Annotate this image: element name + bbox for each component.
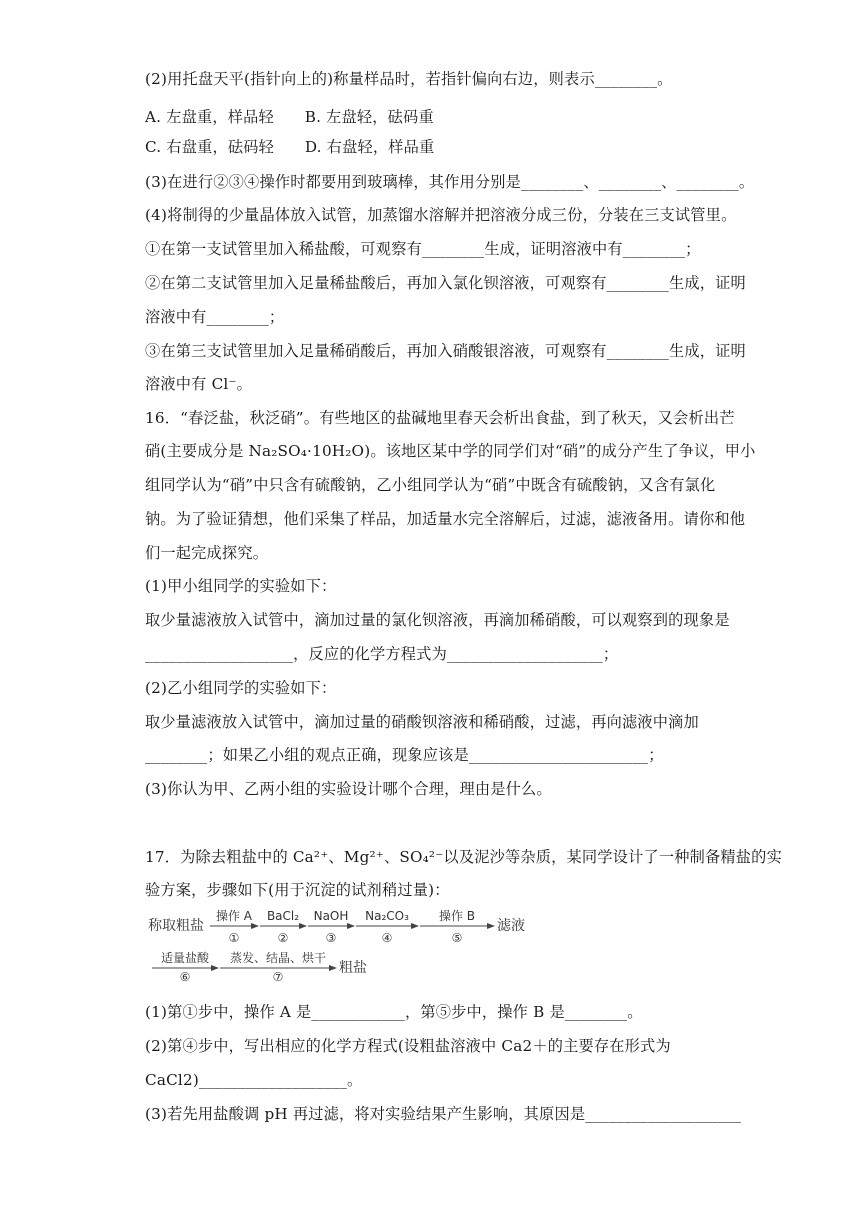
text-line: 硝(主要成分是 Na₂SO₄·10H₂O)。该地区某中学的同学们对“硝”的成分产生了争议，甲小 [145,442,756,460]
question-16-line: 16．“春泛盐，秋泛硝”。有些地区的盐碱地里春天会析出食盐，到了秋天，又会析出芒 [145,409,735,427]
flow-step-label: NaOH [313,909,349,923]
flow-step-label: 操作 B [438,909,476,923]
flow-step-number: ⑤ [451,931,463,945]
flow-step-number: ③ [325,931,337,945]
flow-step-number: ② [277,931,289,945]
text-line: ___________________，反应的化学方程式为____________________； [145,645,619,663]
flow-step-number: ⑦ [272,970,284,982]
text-line: C. 右盘重，砝码轻 D. 右盘轻，样品重 [145,138,435,156]
text-line: 取少量滤液放入试管中，滴加过量的硝酸钡溶液和稀硝酸，过滤，再向滤液中滴加 [145,713,699,731]
text-line: 钠。为了验证猜想，他们采集了样品，加适量水完全溶解后，过滤，滤液备用。请你和他 [145,510,746,528]
text-line: ③在第三支试管里加入足量稀硝酸后，再加入硝酸银溶液，可观察有________生成，证明 [145,342,746,360]
text-line: 溶液中有 Cl⁻。 [145,375,253,393]
text-line: A. 左盘重，样品轻 B. 左盘轻，砝码重 [145,108,434,126]
text-line: 溶液中有________； [145,308,285,326]
flow-step-label: 操作 A [215,909,253,923]
flow-step-label: 适量盐酸 [160,951,210,965]
flow-start-label: 称取粗盐 [148,918,204,934]
flow-step-label: 蒸发、结晶、烘干 [229,951,327,965]
flow-step-label: Na₂CO₃ [365,909,409,923]
text-line: (3)在进行②③④操作时都要用到玻璃棒，其作用分别是________、________、________。 [145,173,755,191]
process-flow-diagram [148,906,548,982]
text-line: 们一起完成探究。 [145,544,269,562]
text-line: (2)第④步中，写出相应的化学方程式(设粗盐溶液中 Ca2＋的主要存在形式为 [145,1037,671,1055]
text-line: (2)用托盘天平(指针向上的)称量样品时，若指针偏向右边，则表示________。 [145,70,673,88]
text-line: (3)若先用盐酸调 pH 再过滤，将对实验结果产生影响，其原因是____________________ [145,1105,742,1123]
text-line: 取少量滤液放入试管中，滴加过量的氯化钡溶液，再滴加稀硝酸，可以观察到的现象是 [145,611,730,629]
flow-crude-salt-label: 粗盐 [339,960,367,976]
text-line: ②在第二支试管里加入足量稀盐酸后，再加入氯化钡溶液，可观察有________生成，证明 [145,274,746,292]
text-line: CaCl2)___________________。 [145,1071,363,1089]
text-line: (3)你认为甲、乙两小组的实验设计哪个合理，理由是什么。 [145,780,552,798]
text-line: (1)甲小组同学的实验如下： [145,577,337,595]
text-line: (1)第①步中，操作 A 是____________，第⑤步中，操作 B 是________。 [145,1003,643,1021]
text-line: ________；如果乙小组的观点正确，现象应该是_______________________； [145,746,664,764]
text-line: ①在第一支试管里加入稀盐酸，可观察有________生成，证明溶液中有________； [145,240,701,258]
flow-filtrate-label: 滤液 [497,918,525,934]
flow-step-number: ④ [381,931,393,945]
text-line: (2)乙小组同学的实验如下： [145,679,337,697]
text-line: 组同学认为“硝”中只含有硫酸钠，乙小组同学认为“硝”中既含有硫酸钠，又含有氯化 [145,476,716,494]
text-line: (4)将制得的少量晶体放入试管，加蒸馏水溶解并把溶液分成三份，分装在三支试管里。 [145,206,737,224]
flow-step-number: ⑥ [179,970,191,982]
text-line: 验方案，步骤如下(用于沉淀的试剂稍过量)： [145,881,450,899]
flow-step-number: ① [228,931,240,945]
question-17-line: 17．为除去粗盐中的 Ca²⁺、Mg²⁺、SO₄²⁻以及泥沙等杂质，某同学设计了一种制备精盐的实 [145,848,782,866]
flow-step-label: BaCl₂ [266,909,300,923]
